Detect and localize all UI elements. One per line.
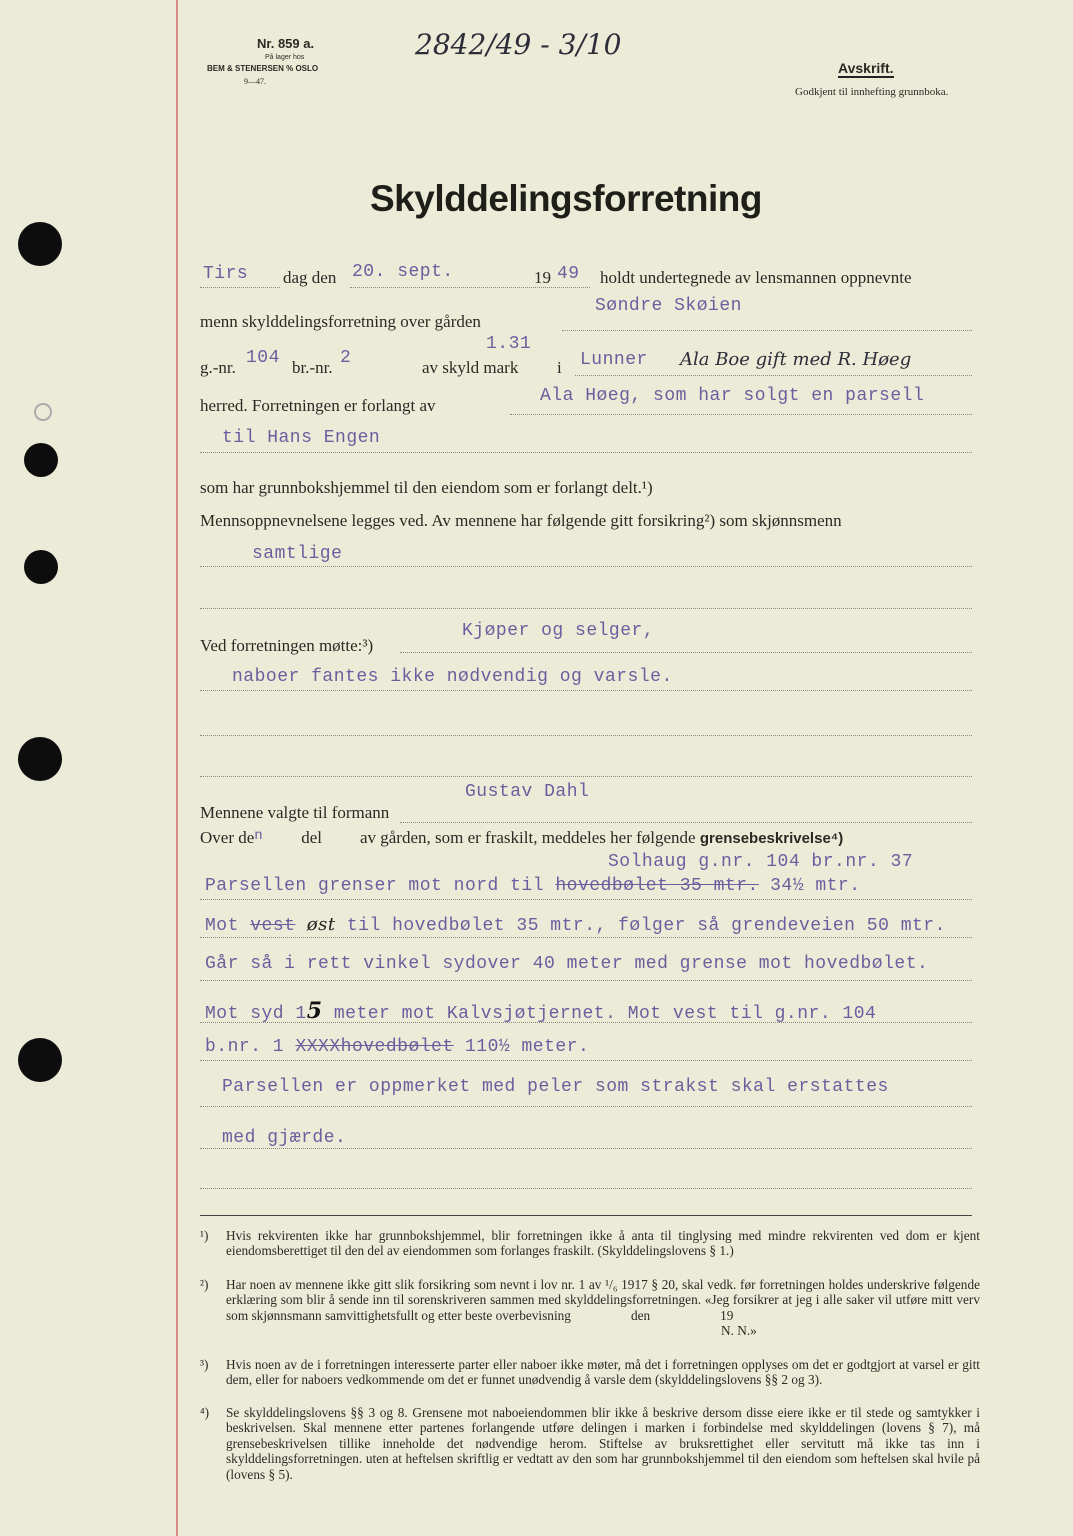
requester: Ala Høeg, som har solgt en parsell (540, 386, 925, 406)
boundary-line: b.nr. 1 XXXXhovedbølet 110½ meter. (205, 1037, 590, 1057)
handwritten-note: Ala Boe gift med R. Høeg (680, 349, 912, 370)
label: herred. Forretningen er forlangt av (200, 396, 436, 415)
form-number: Nr. 859 a. (257, 36, 315, 51)
label: 19 (534, 268, 551, 287)
label: Over $de^n$ del av gården, som er fraskilt, meddeles her følgende grensebeskrivelse⁴) (200, 828, 844, 847)
document-title: Skylddelingsforretning (370, 178, 762, 219)
boundary-line: Mot syd 15 meter mot Kalvsjøtjernet. Mot vest til g.nr. 104 (205, 998, 877, 1024)
footnote-divider (200, 1215, 972, 1216)
publisher-line: På lager hos (265, 54, 305, 61)
year: 49 (557, 264, 580, 284)
municipality: Lunner (580, 350, 648, 370)
farm-name: Søndre Skøien (595, 296, 742, 316)
label: holdt undertegnede av lensmannen oppnevnte (600, 268, 912, 287)
neighbours-note: naboer fantes ikke nødvendig og varsle. (232, 667, 673, 687)
label: Mennene valgte til formann (200, 803, 390, 822)
footnote-2: ²) Har noen av mennene ikke gitt slik forsikring som nevnt i lov nr. 1 av ¹/₆ 1917 § 20, skal vedk. før forretningen holdes underskrive følgende erklæring som blir å sende inn til sorenskriveren sammen med skylddelingsforretningen. «Jeg forsikrer at jeg i alle saker vil utføre mitt verv som skjønnsmann samvittighetsfullt og etter beste overbevisning den 19 N. N.» (200, 1277, 980, 1339)
gnr-value: 104 (246, 348, 280, 368)
footnote-3: ³) Hvis noen av de i forretningen interesserte parter eller naboer ikke møter, må det i forretningen opplyses om det er godtgjort at varsel er gitt dem, eller for naboers vedkommende om det er funnet unødvendig å varsle dem (skylddelingslovens §§ 2 og 3). (200, 1357, 980, 1388)
neighbour-ref: Solhaug g.nr. 104 br.nr. 37 (608, 852, 914, 872)
punch-hole (18, 222, 62, 266)
label: i (557, 358, 562, 377)
label: dag den (283, 268, 337, 287)
label: Ved forretningen møtte:³) (200, 636, 374, 655)
handwritten-reference: 2842/49 - 3/10 (415, 28, 622, 61)
margin-line (176, 0, 178, 1536)
label: menn skylddelingsforretning over gården (200, 312, 481, 331)
label: g.-nr. (200, 358, 236, 377)
brnr-value: 2 (340, 348, 352, 368)
copy-label: Avskrift. (838, 60, 894, 76)
punch-ring (34, 403, 52, 421)
label: av skyld mark (422, 358, 519, 377)
punch-hole (24, 443, 58, 477)
approval-text: Godkjent til innhefting grunnboka. (795, 86, 949, 98)
marking-note: med gjærde. (222, 1128, 347, 1148)
buyer: til Hans Engen (222, 428, 381, 448)
punch-hole (18, 737, 62, 781)
weekday: Tirs (203, 264, 249, 284)
footnote-4: ⁴) Se skylddelingslovens §§ 3 og 8. Grensene mot naboeiendommen blir ikke å beskrive dersom disse eiere ikke er til stede og samtykker i beskrivelsen. Skal mennene etter partenes forlangende utføre delingen i marken i forbindelse med skylddelingen (lovens § 7), må grensebeskrivelsen tillike inneholde det nødvendige herom. Stiftelse av bruksrettighet eller servitutt må ikke tas inn i skylddelingsforretningen. uten at heftelsen skriftlig er vedtatt av den som har grunnbokshjemmel til den eiendom som heftelsen skal hvile på (lovens § 5). (200, 1405, 980, 1482)
handwritten-correction: øst (306, 914, 336, 935)
footnote-1: ¹) Hvis rekvirenten ikke har grunnbokshjemmel, blir forretningen ikke å anta til tinglysing med mindre rekvirenten ved dom er kjent eiendomsberettiget til den del av eiendommen som forlanges fraskilt. (Skylddelingslovens § 1.) (200, 1228, 980, 1259)
assessors-value: samtlige (252, 544, 343, 564)
boundary-line: Parsellen grenser mot nord til hovedbølet 35 mtr. 34½ mtr. (205, 876, 861, 896)
text-line: Mennsoppnevnelsene legges ved. Av mennene har følgende gitt forsikring²) som skjønnsmenn (200, 511, 842, 530)
boundary-line: Går så i rett vinkel sydover 40 meter med grense mot hovedbølet. (205, 954, 929, 974)
punch-hole (24, 550, 58, 584)
marking-note: Parsellen er oppmerket med peler som strakst skal erstattes (222, 1077, 889, 1097)
text-line: som har grunnbokshjemmel til den eiendom som er forlangt delt.¹) (200, 478, 653, 497)
date: 20. sept. (352, 262, 454, 282)
chairman: Gustav Dahl (465, 782, 590, 802)
attendees: Kjøper og selger, (462, 621, 655, 641)
skyld-value: 1.31 (486, 334, 532, 354)
punch-hole (18, 1038, 62, 1082)
publisher-name: BEM & STENERSEN % OSLO (207, 64, 319, 73)
publisher-date: 9—47. (244, 77, 266, 86)
label: br.-nr. (292, 358, 333, 377)
boundary-line: Mot vest øst til hovedbølet 35 mtr., følger så grendeveien 50 mtr. (205, 914, 946, 936)
